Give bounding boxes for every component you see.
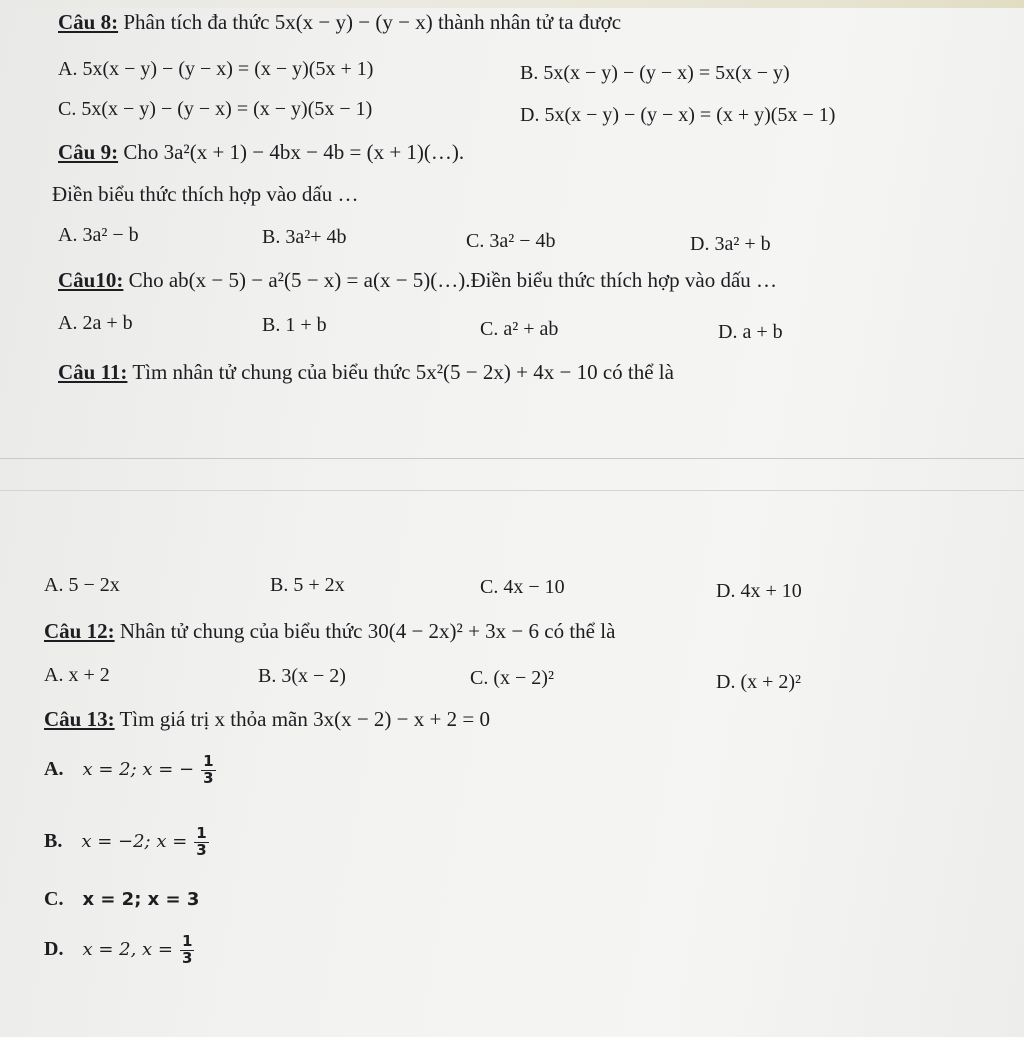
q10-option-c: C. a² + ab (480, 318, 559, 340)
q8-option-c: C. 5x(x − y) − (y − x) = (x − y)(5x − 1) (58, 98, 373, 120)
question-13-label: Câu 13: (44, 707, 115, 731)
question-11 (58, 360, 674, 385)
question-9-stem: Cho 3a²(x + 1) − 4bx − 4b = (x + 1)(…). (123, 140, 465, 164)
question-9-instruction: Điền biểu thức thích hợp vào dấu … (52, 182, 359, 206)
q8-option-b: B. 5x(x − y) − (y − x) = 5x(x − y) (520, 62, 790, 84)
page-divider-top (0, 458, 1024, 459)
question-10-label: Câu10: (58, 268, 124, 292)
fraction-numerator: 1 (203, 752, 214, 770)
q12-option-b: B. 3(x − 2) (258, 665, 346, 687)
question-11-label: Câu 11: (58, 360, 128, 384)
q13-option-b-text: x = −2; x = (81, 830, 188, 852)
q11-option-c: C. 4x − 10 (480, 576, 565, 598)
q13-option-a-text: x = 2; x = − (82, 758, 195, 780)
fraction-denominator: 3 (181, 948, 193, 967)
q12-option-c: C. (x − 2)² (470, 667, 554, 689)
top-edge-shadow (0, 0, 1024, 8)
q12-option-d: D. (x + 2)² (716, 671, 802, 693)
q9-option-a: A. 3a² − b (58, 224, 139, 246)
q10-option-d: D. a + b (718, 321, 783, 343)
question-10 (58, 268, 777, 293)
q13-option-b-letter: B. (44, 829, 63, 852)
fraction-denominator: 3 (203, 768, 214, 787)
fraction-numerator: 1 (181, 932, 193, 950)
q10-option-b: B. 1 + b (262, 314, 327, 336)
q9-option-d: D. 3a² + b (690, 233, 771, 255)
q13-option-b (44, 826, 209, 859)
q13-option-c-letter: C. (44, 888, 64, 910)
q9-option-b: B. 3a²+ 4b (262, 226, 347, 248)
q13-option-d-text: x = 2, x = (82, 938, 173, 960)
question-12-label: Câu 12: (44, 619, 115, 643)
question-10-stem: Cho ab(x − 5) − a²(5 − x) = a(x − 5)(…).Điền biểu thức thích hợp vào dấu … (128, 268, 778, 292)
fraction-denominator: 3 (196, 840, 207, 859)
q12-option-a: A. x + 2 (44, 664, 110, 686)
question-11-stem: Tìm nhân tử chung của biểu thức 5x²(5 − 2x) + 4x − 10 có thể là (132, 360, 674, 384)
q10-option-a: A. 2a + b (58, 312, 133, 334)
question-13 (44, 707, 490, 732)
question-9 (58, 140, 464, 165)
q11-option-b: B. 5 + 2x (270, 574, 345, 596)
q13-option-c-text: x = 2; x = 3 (82, 889, 200, 910)
question-13-stem: Tìm giá trị x thỏa mãn 3x(x − 2) − x + 2 = 0 (119, 707, 490, 731)
question-8 (58, 10, 621, 35)
q13-option-a-letter: A. (44, 757, 64, 780)
q9-option-c: C. 3a² − 4b (466, 230, 556, 252)
q11-option-d: D. 4x + 10 (716, 580, 802, 602)
fraction-numerator: 1 (196, 824, 207, 842)
q13-option-a (44, 754, 216, 787)
question-9-label: Câu 9: (58, 140, 119, 164)
question-12-stem: Nhân tử chung của biểu thức 30(4 − 2x)² + 3x − 6 có thể là (119, 619, 616, 643)
q13-option-c (44, 888, 199, 911)
page-divider-bottom (0, 490, 1024, 491)
q13-option-d-fraction (180, 934, 194, 967)
q13-option-d-letter: D. (44, 937, 64, 960)
question-12 (44, 619, 615, 644)
q13-option-a-fraction (201, 754, 215, 787)
q8-option-a: A. 5x(x − y) − (y − x) = (x − y)(5x + 1) (58, 58, 374, 80)
question-8-stem: Phân tích đa thức 5x(x − y) − (y − x) thành nhân tử ta được (123, 10, 622, 34)
q13-option-d (44, 934, 194, 967)
q11-option-a: A. 5 − 2x (44, 574, 120, 596)
question-8-label: Câu 8: (58, 10, 119, 34)
q13-option-b-fraction (194, 826, 208, 859)
q8-option-d: D. 5x(x − y) − (y − x) = (x + y)(5x − 1) (520, 104, 836, 126)
